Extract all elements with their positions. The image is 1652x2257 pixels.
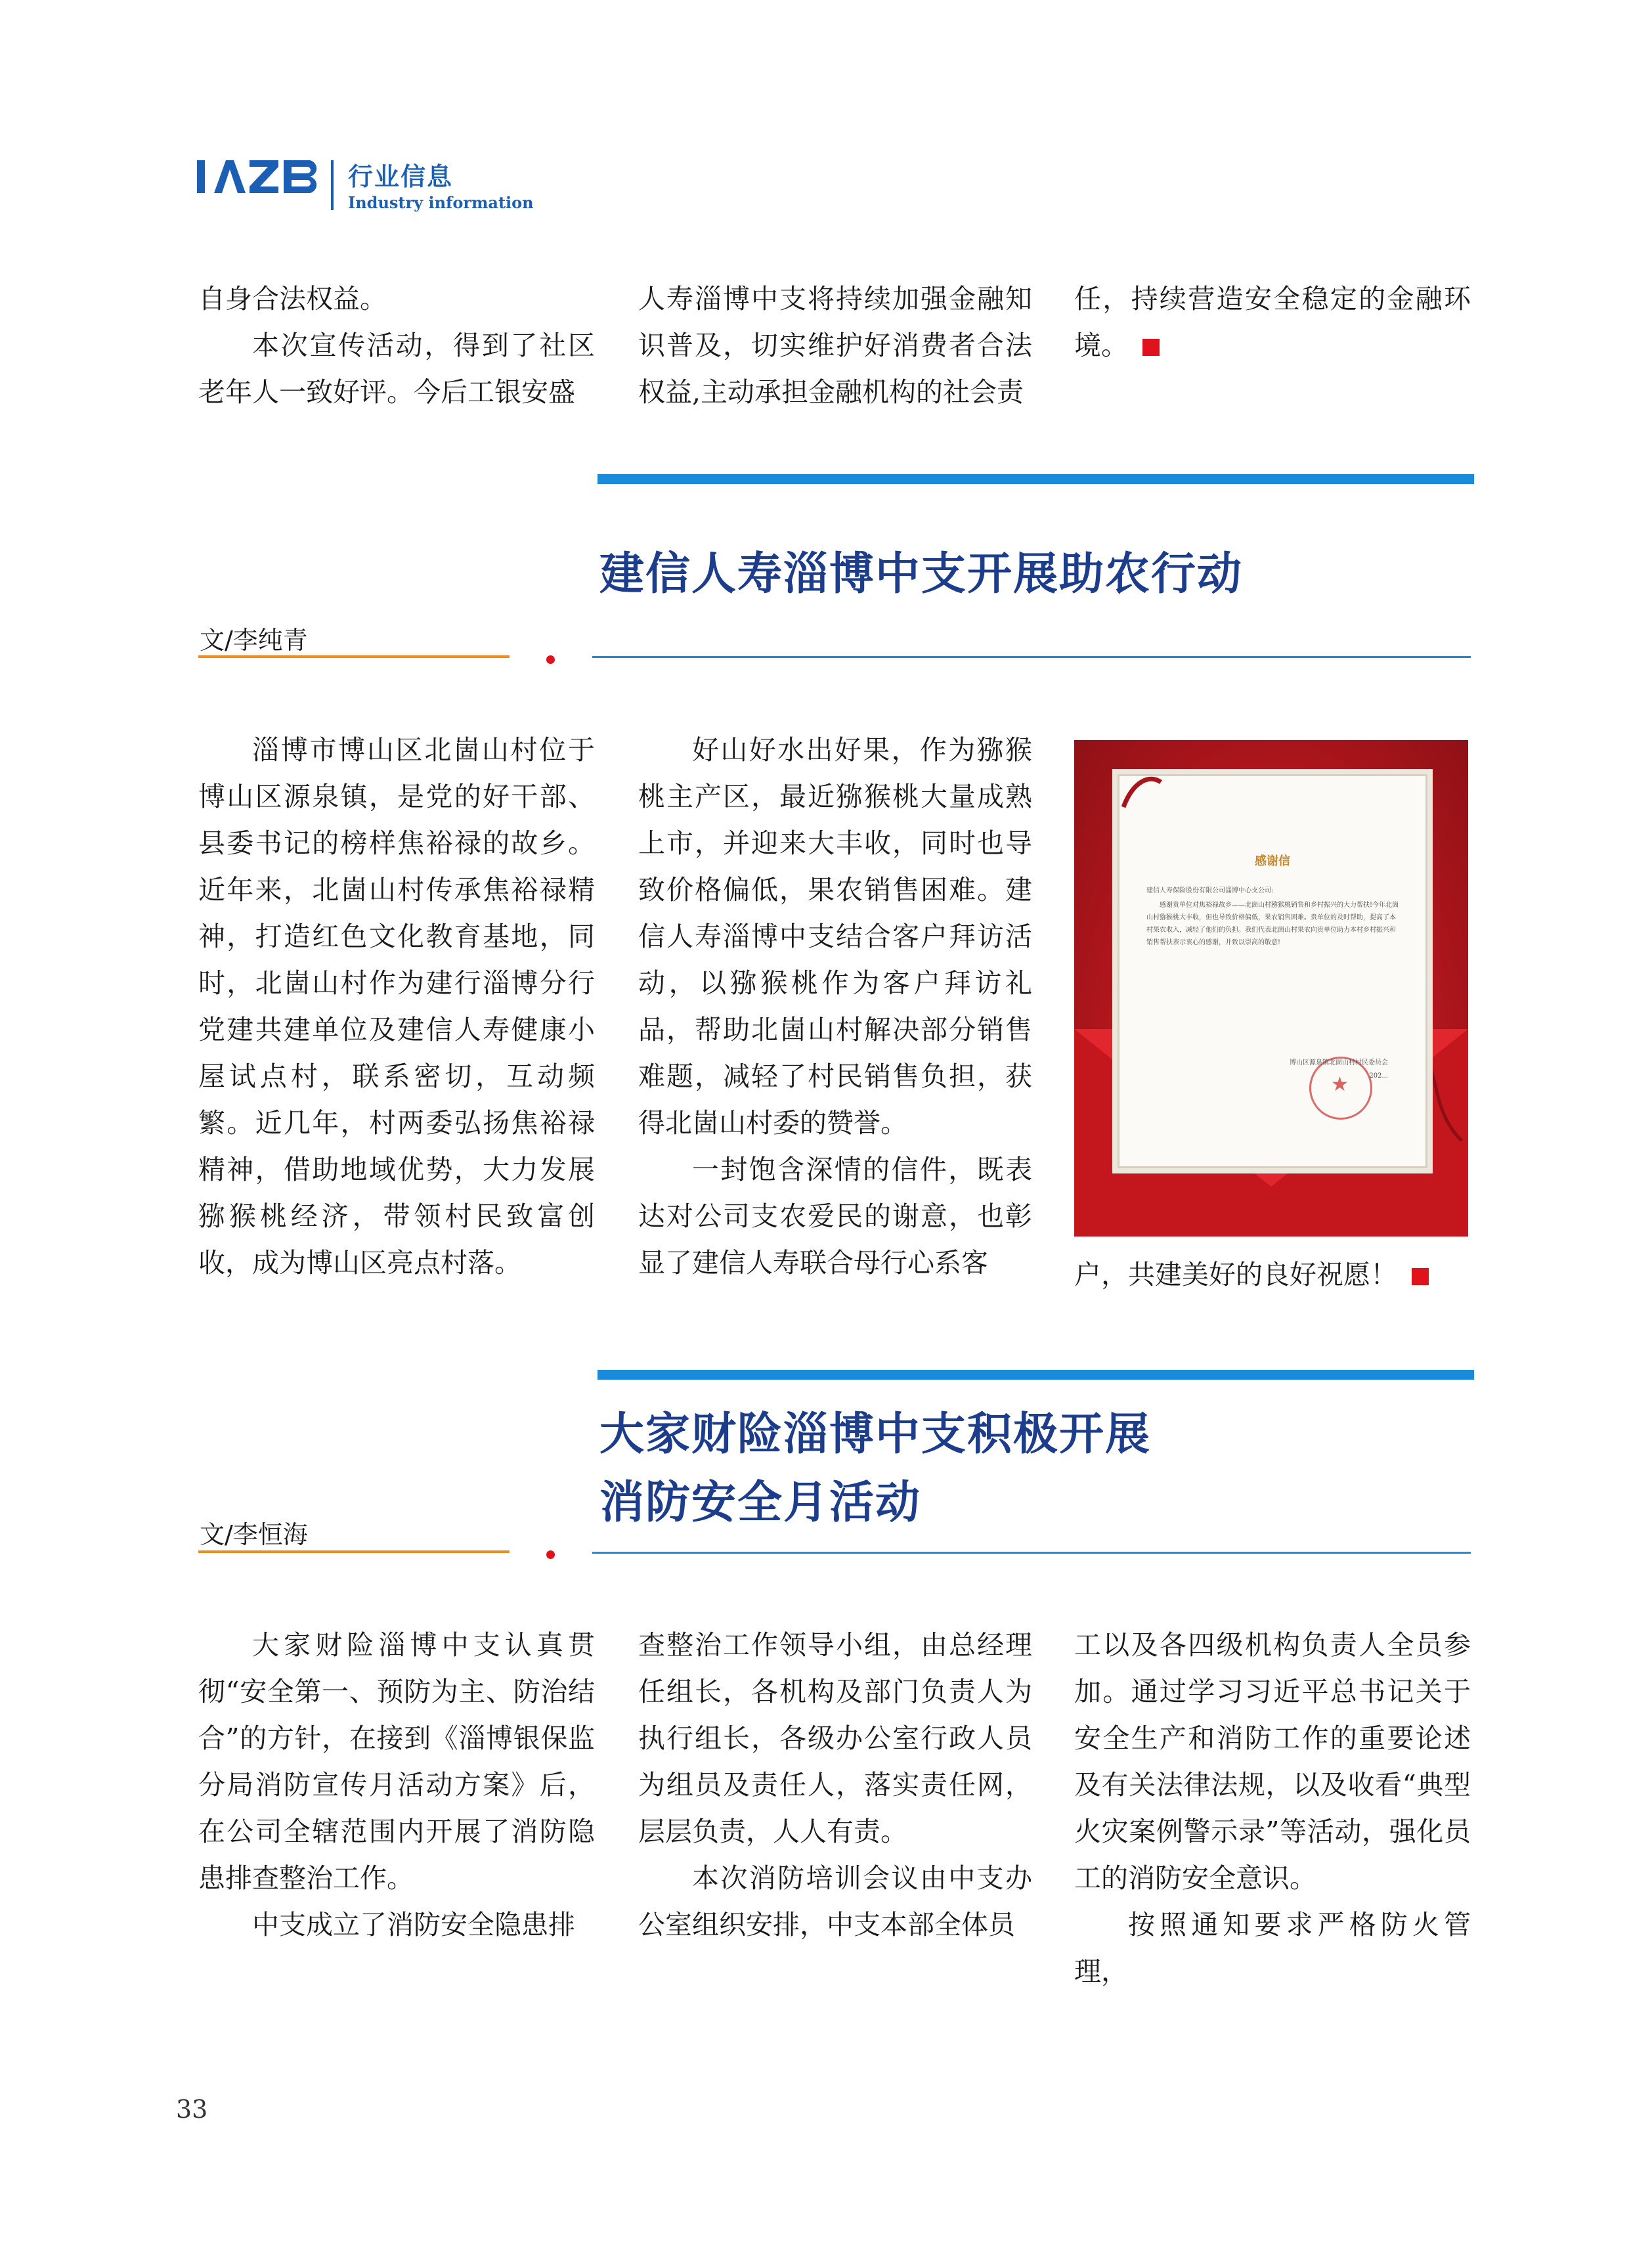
- end-mark-icon: [1412, 1268, 1429, 1285]
- header-rule: [592, 656, 1471, 658]
- article-header-bar: [598, 474, 1474, 484]
- paragraph: 本次宣传活动，得到了社区老年人一致好评。今后工银安盛: [198, 330, 595, 408]
- letter-signer: 博山区源泉镇北崮山村村民委员会: [1290, 1059, 1388, 1066]
- article2-col3: [1074, 1622, 1471, 1995]
- paragraph: 中支成立了消防安全隐患排: [252, 1909, 575, 1940]
- header-divider: [331, 160, 334, 210]
- author-underline: [198, 1550, 510, 1553]
- letter-title: 感谢信: [1255, 854, 1290, 868]
- author-byline: 文/李恒海: [200, 1520, 308, 1549]
- section-subtitle: Industry information: [348, 193, 534, 212]
- iazb-logo: [197, 156, 328, 197]
- article1-col1: [198, 727, 595, 1286]
- article1-col3: [1074, 1252, 1471, 1298]
- paragraph: 自身合法权益。: [198, 283, 387, 315]
- end-mark-icon: [1142, 339, 1160, 356]
- paragraph: 大家财险淄博中支认真贯彻“安全第一、预防为主、防治结合”的方针，在接到《淄博银保监分局消防宣传月活动方案》后，在公司全辖范围内开展了消防隐患排查整治工作。: [198, 1629, 595, 1894]
- paragraph: 一封饱含深情的信件，既表达对公司支农爱民的谢意，也彰显了建信人寿联合母行心系客: [638, 1154, 1032, 1279]
- ribbon-icon: [1120, 768, 1166, 814]
- paragraph: 人寿淄博中支将持续加强金融知识普及，切实维护好消费者合法权益,主动承担金融机构的社会责: [638, 283, 1032, 408]
- author-byline: 文/李纯青: [200, 626, 308, 655]
- article-header-bar: [598, 1370, 1474, 1380]
- paragraph-text: 任，持续营造安全稳定的金融环境。: [1074, 283, 1471, 361]
- paragraph: 好山好水出好果，作为猕猴桃主产区，最近猕猴桃大量成熟上市，并迎来大丰收，同时也导致价格偏低，果农销售困难。建信人寿淄博中支结合客户拜访活动，以猕猴桃作为客户拜访礼品，帮助北崮山村解决部分销售难题，减轻了村民销售负担，获得北崮山村委的赞誉。: [638, 734, 1032, 1139]
- letter-signature: [1290, 1057, 1388, 1083]
- page-number: 33: [176, 2095, 208, 2124]
- letter-date: 202...: [1369, 1072, 1388, 1080]
- article1-col2: [638, 727, 1032, 1286]
- article-title-line: 大家财险淄博中支积极开展: [599, 1408, 1152, 1460]
- letter-text: 感谢贵单位对焦裕禄故乡——北崮山村猕猴桃销售和乡村振兴的大力帮扶!今年北崮山村猕猴桃大丰收，但也导致价格偏低，果农销售困难。贵单位的及时帮助，提高了本村果农收入，减轻了他们的负担。我们代表北崮山村果农向贵单位助力本村乡村振兴和销售帮扶表示衷心的感谢，并致以崇高的敬意!: [1146, 902, 1399, 946]
- paragraph: 按照通知要求严格防火管理，: [1074, 1909, 1471, 1987]
- paragraph: 查整治工作领导小组，由总经理任组长，各机构及部门负责人为执行组长，各级办公室行政人员为组员及责任人，落实责任网，层层负责，人人有责。: [638, 1629, 1032, 1847]
- article-title-line: 消防安全月活动: [599, 1476, 922, 1529]
- thank-you-letter-photo: [1074, 740, 1468, 1237]
- red-dot: [546, 1550, 555, 1559]
- paragraph: 本次消防培训会议由中支办公室组织安排，中支本部全体员: [638, 1862, 1032, 1940]
- article2-col2: [638, 1622, 1032, 1948]
- author-underline: [198, 655, 510, 658]
- top-article-col2: [638, 276, 1032, 416]
- letter-salutation: 建信人寿保险股份有限公司淄博中心支公司:: [1146, 887, 1274, 894]
- red-dot: [546, 655, 555, 664]
- paragraph: [1074, 276, 1471, 369]
- letter-paper: [1112, 769, 1433, 1173]
- paragraph-text: 户，共建美好的良好祝愿！: [1074, 1259, 1397, 1290]
- article2-col1: [198, 1622, 595, 1948]
- header-rule: [592, 1552, 1471, 1554]
- article-title: 建信人寿淄博中支开展助农行动: [599, 548, 1244, 600]
- paragraph: [1074, 1252, 1471, 1298]
- top-article-col3: [1074, 276, 1471, 369]
- section-title: 行业信息: [348, 162, 454, 191]
- article-title: [599, 1400, 1151, 1537]
- paragraph: 淄博市博山区北崮山村位于博山区源泉镇，是党的好干部、县委书记的榜样焦裕禄的故乡。近年来，北崮山村传承焦裕禄精神，打造红色文化教育基地，同时，北崮山村作为建行淄博分行党建共建单位及建信人寿健康小屋试点村，联系密切，互动频繁。近几年，村两委弘扬焦裕禄精神，借助地域优势，大力发展猕猴桃经济，带领村民致富创收，成为博山区亮点村落。: [198, 734, 595, 1279]
- top-article-col1: [198, 276, 595, 416]
- paragraph: 工以及各四级机构负责人全员参加。通过学习习近平总书记关于安全生产和消防工作的重要论述及有关法律法规，以及收看“典型火灾案例警示录”等活动，强化员工的消防安全意识。: [1074, 1629, 1471, 1894]
- letter-body: [1146, 885, 1401, 951]
